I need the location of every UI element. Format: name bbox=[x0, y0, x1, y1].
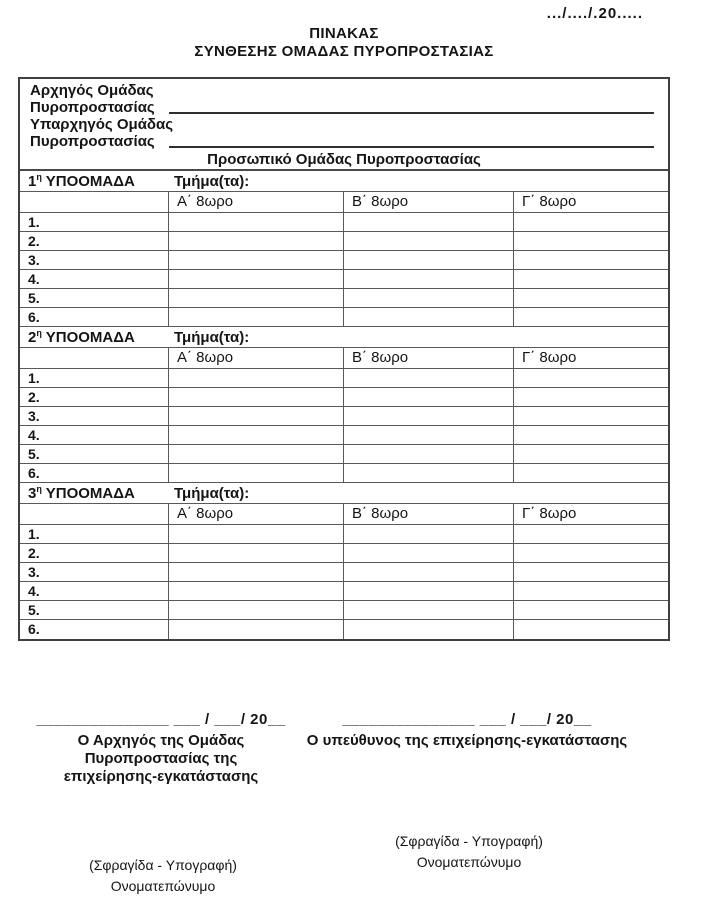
shift-a-header: Α΄ 8ωρο bbox=[168, 504, 343, 524]
member-row bbox=[20, 525, 668, 544]
subgroup-1-shift-header-row bbox=[20, 192, 668, 213]
shift-c-cell bbox=[513, 445, 668, 463]
member-row bbox=[20, 544, 668, 563]
shift-c-cell bbox=[513, 251, 668, 269]
shift-b-cell bbox=[343, 464, 513, 482]
member-row bbox=[20, 601, 668, 620]
row-number: 1. bbox=[28, 526, 40, 542]
shift-c-header: Γ΄ 8ωρο bbox=[513, 348, 668, 368]
row-number: 3. bbox=[28, 252, 40, 268]
shift-a-cell bbox=[168, 426, 343, 444]
shift-b-cell bbox=[343, 270, 513, 288]
row-number: 6. bbox=[28, 465, 40, 481]
team-composition-table bbox=[18, 77, 670, 641]
business-manager-signature-date-line: _______________ ___ / ___/ 20__ bbox=[342, 711, 592, 728]
member-row bbox=[20, 289, 668, 308]
stamp-signature-label: (Σφραγίδα - Υπογραφή) bbox=[89, 857, 237, 873]
subgroup-1-label bbox=[20, 171, 166, 191]
team-leader-signature-block bbox=[28, 710, 294, 786]
shift-b-cell bbox=[343, 445, 513, 463]
shift-c-cell bbox=[513, 407, 668, 425]
title-line-1: ΠΙΝΑΚΑΣ bbox=[309, 25, 379, 42]
shift-a-cell bbox=[168, 308, 343, 326]
shift-c-cell bbox=[513, 544, 668, 562]
member-row bbox=[20, 213, 668, 232]
row-number: 2. bbox=[28, 545, 40, 561]
subgroup-3-section bbox=[20, 483, 668, 639]
subgroup-3-label bbox=[20, 483, 166, 503]
subgroup-3-shift-header-row bbox=[20, 504, 668, 525]
full-name-label: Ονοματεπώνυμο bbox=[110, 878, 216, 894]
team-leader-caption-line1: Ο Αρχηγός της Ομάδας bbox=[77, 732, 245, 749]
business-manager-caption-line1: Ο υπεύθυνος της επιχείρησης-εγκατάστασης bbox=[306, 732, 628, 749]
member-row bbox=[20, 270, 668, 289]
subgroup-2-name: ΥΠΟΟΜΑΔΑ bbox=[45, 329, 135, 346]
subgroup-2-ordinal-suffix: η bbox=[36, 328, 42, 338]
member-row bbox=[20, 426, 668, 445]
shift-b-cell bbox=[343, 525, 513, 543]
shift-c-cell bbox=[513, 270, 668, 288]
team-leader-field-row bbox=[30, 99, 656, 116]
shift-a-cell bbox=[168, 601, 343, 619]
empty-header-cell bbox=[20, 504, 168, 524]
team-leader-signature-date-line: _______________ ___ / ___/ 20__ bbox=[36, 711, 286, 728]
team-leader-label-line1: Αρχηγός Ομάδας bbox=[30, 82, 154, 99]
team-leader-caption-line2: Πυροπροστασίας της bbox=[84, 750, 238, 767]
empty-header-cell bbox=[20, 348, 168, 368]
member-row bbox=[20, 308, 668, 327]
row-number: 1. bbox=[28, 370, 40, 386]
shift-a-cell bbox=[168, 232, 343, 250]
shift-c-cell bbox=[513, 369, 668, 387]
shift-a-cell bbox=[168, 213, 343, 231]
deputy-leader-fill-line bbox=[169, 146, 654, 148]
document-date-placeholder: .../..../.20..... bbox=[546, 5, 643, 22]
shift-a-cell bbox=[168, 369, 343, 387]
shift-c-cell bbox=[513, 563, 668, 581]
full-name-label: Ονοματεπώνυμο bbox=[416, 854, 522, 870]
leaders-section bbox=[20, 79, 668, 150]
shift-b-cell bbox=[343, 369, 513, 387]
row-number: 5. bbox=[28, 446, 40, 462]
shift-a-cell bbox=[168, 464, 343, 482]
shift-b-cell bbox=[343, 289, 513, 307]
subgroup-3-title-row bbox=[20, 483, 668, 504]
member-row bbox=[20, 407, 668, 426]
subgroup-3-ordinal: 3 bbox=[28, 485, 37, 502]
stamp-signature-label: (Σφραγίδα - Υπογραφή) bbox=[395, 833, 543, 849]
business-manager-stamp-area bbox=[363, 831, 575, 873]
shift-a-cell bbox=[168, 289, 343, 307]
shift-b-cell bbox=[343, 426, 513, 444]
business-manager-signature-block bbox=[300, 710, 634, 750]
row-number: 1. bbox=[28, 214, 40, 230]
shift-c-cell bbox=[513, 213, 668, 231]
shift-b-header: Β΄ 8ωρο bbox=[343, 504, 513, 524]
deputy-leader-field-row bbox=[30, 133, 656, 150]
shift-a-cell bbox=[168, 445, 343, 463]
row-number: 5. bbox=[28, 602, 40, 618]
shift-b-cell bbox=[343, 620, 513, 639]
subgroup-2-ordinal: 2 bbox=[28, 329, 37, 346]
team-leader-stamp-area bbox=[57, 855, 269, 897]
subgroup-3-ordinal-suffix: η bbox=[36, 484, 42, 494]
subgroup-2-label bbox=[20, 327, 166, 347]
subgroup-1-title-row bbox=[20, 171, 668, 192]
shift-c-cell bbox=[513, 601, 668, 619]
shift-c-cell bbox=[513, 525, 668, 543]
title-line-2: ΣΥΝΘΕΣΗΣ ΟΜΑΔΑΣ ΠΥΡΟΠΡΟΣΤΑΣΙΑΣ bbox=[194, 43, 494, 60]
shift-a-header: Α΄ 8ωρο bbox=[168, 192, 343, 212]
row-number: 4. bbox=[28, 271, 40, 287]
row-number: 6. bbox=[28, 309, 40, 325]
subgroup-2-title-row bbox=[20, 327, 668, 348]
row-number: 2. bbox=[28, 389, 40, 405]
shift-b-cell bbox=[343, 251, 513, 269]
row-number: 5. bbox=[28, 290, 40, 306]
deputy-leader-label-line2: Πυροπροστασίας bbox=[30, 133, 155, 150]
deputy-leader-label-row bbox=[30, 116, 656, 133]
shift-a-cell bbox=[168, 563, 343, 581]
member-row bbox=[20, 445, 668, 464]
shift-c-cell bbox=[513, 582, 668, 600]
shift-a-cell bbox=[168, 544, 343, 562]
shift-c-cell bbox=[513, 426, 668, 444]
shift-b-cell bbox=[343, 407, 513, 425]
shift-b-header: Β΄ 8ωρο bbox=[343, 192, 513, 212]
member-row bbox=[20, 464, 668, 483]
shift-c-cell bbox=[513, 388, 668, 406]
team-leader-label-line2: Πυροπροστασίας bbox=[30, 99, 155, 116]
row-number: 3. bbox=[28, 408, 40, 424]
shift-c-header: Γ΄ 8ωρο bbox=[513, 504, 668, 524]
shift-c-cell bbox=[513, 232, 668, 250]
shift-b-cell bbox=[343, 308, 513, 326]
shift-c-cell bbox=[513, 308, 668, 326]
shift-c-cell bbox=[513, 464, 668, 482]
team-leader-caption-line3: επιχείρησης-εγκατάστασης bbox=[63, 768, 259, 785]
subgroup-2-section bbox=[20, 327, 668, 483]
subgroup-3-name: ΥΠΟΟΜΑΔΑ bbox=[45, 485, 135, 502]
shift-b-header: Β΄ 8ωρο bbox=[343, 348, 513, 368]
shift-c-cell bbox=[513, 289, 668, 307]
shift-a-cell bbox=[168, 620, 343, 639]
shift-b-cell bbox=[343, 563, 513, 581]
member-row bbox=[20, 369, 668, 388]
subgroup-1-ordinal-suffix: η bbox=[36, 172, 42, 182]
shift-b-cell bbox=[343, 388, 513, 406]
member-row bbox=[20, 232, 668, 251]
shift-b-cell bbox=[343, 544, 513, 562]
shift-b-cell bbox=[343, 213, 513, 231]
member-row bbox=[20, 388, 668, 407]
shift-a-header: Α΄ 8ωρο bbox=[168, 348, 343, 368]
shift-c-cell bbox=[513, 620, 668, 639]
shift-c-header: Γ΄ 8ωρο bbox=[513, 192, 668, 212]
subgroup-1-ordinal: 1 bbox=[28, 173, 37, 190]
deputy-leader-label-line1: Υπαρχηγός Ομάδας bbox=[30, 116, 174, 133]
member-row bbox=[20, 620, 668, 639]
document-title bbox=[18, 25, 670, 61]
member-row bbox=[20, 563, 668, 582]
shift-a-cell bbox=[168, 407, 343, 425]
team-leader-label-row bbox=[30, 82, 656, 99]
shift-a-cell bbox=[168, 270, 343, 288]
shift-a-cell bbox=[168, 251, 343, 269]
subgroup-2-shift-header-row bbox=[20, 348, 668, 369]
member-row bbox=[20, 582, 668, 601]
subgroup-3-department-label: Τμήμα(τα): bbox=[174, 485, 250, 502]
shift-b-cell bbox=[343, 601, 513, 619]
row-number: 6. bbox=[28, 621, 40, 637]
subgroup-1-section bbox=[20, 171, 668, 327]
empty-header-cell bbox=[20, 192, 168, 212]
member-row bbox=[20, 251, 668, 270]
row-number: 4. bbox=[28, 583, 40, 599]
subgroup-2-department-label: Τμήμα(τα): bbox=[174, 329, 250, 346]
shift-a-cell bbox=[168, 388, 343, 406]
row-number: 4. bbox=[28, 427, 40, 443]
row-number: 3. bbox=[28, 564, 40, 580]
personnel-section-title: Προσωπικό Ομάδας Πυροπροστασίας bbox=[20, 150, 668, 171]
shift-b-cell bbox=[343, 232, 513, 250]
team-leader-fill-line bbox=[169, 112, 654, 114]
subgroup-1-name: ΥΠΟΟΜΑΔΑ bbox=[45, 173, 135, 190]
shift-a-cell bbox=[168, 582, 343, 600]
row-number: 2. bbox=[28, 233, 40, 249]
subgroup-1-department-label: Τμήμα(τα): bbox=[174, 173, 250, 190]
shift-b-cell bbox=[343, 582, 513, 600]
shift-a-cell bbox=[168, 525, 343, 543]
